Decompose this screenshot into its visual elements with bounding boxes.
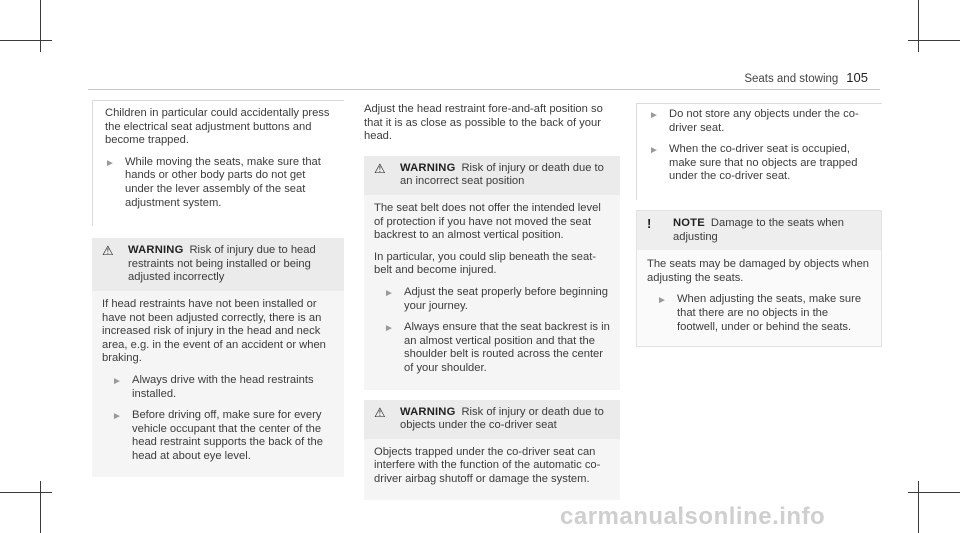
list-item: ► Do not store any objects under the co-driver seat. xyxy=(649,108,859,134)
arrow-right-icon: ► xyxy=(649,145,659,157)
note-label: NOTE xyxy=(673,216,705,229)
warning-header xyxy=(364,400,620,439)
warning-label: WARNING xyxy=(400,405,456,418)
header-rule xyxy=(88,89,880,90)
warning-text: Objects trapped under the co-driver seat can interfere with the function of the automatic co-driver airbag shutoff or damage the system. xyxy=(374,445,601,485)
warning-text: In particular, you could slip beneath the seat-belt and become injured. xyxy=(374,250,597,277)
column-3 xyxy=(636,103,882,347)
list-item: ► Before driving off, make sure for every vehicle occupant that the center of the head restraint supports the back of the head at about eye level. xyxy=(112,409,323,462)
arrow-right-icon: ► xyxy=(105,157,115,169)
list-item: ► Always drive with the head restraints installed. xyxy=(112,373,314,400)
warning-label: WARNING xyxy=(128,244,184,257)
list-item: ► When adjusting the seats, make sure that there are no objects in the footwell, under or behind the seats. xyxy=(657,293,862,333)
section-title: Seats and stowing xyxy=(744,73,839,85)
arrow-right-icon: ► xyxy=(384,323,394,335)
running-header xyxy=(744,70,868,85)
warning-box xyxy=(364,156,620,390)
warning-text: If head restraints have not been installed or have not been adjusted correctly, there is an increased risk of injury in the head and neck area, e.g. in the event of an accident or when braking. xyxy=(102,297,326,365)
crop-mark xyxy=(908,492,960,493)
note-text: The seats may be damaged by objects when adjusting the seats. xyxy=(647,258,870,284)
intro-block xyxy=(92,100,344,226)
note-box xyxy=(636,210,882,347)
warning-label: WARNING xyxy=(400,161,456,174)
arrow-right-icon: ► xyxy=(112,411,122,423)
warning-header xyxy=(92,238,344,291)
crop-mark xyxy=(908,40,960,41)
list-item: ► Always ensure that the seat backrest is in an almost vertical position and that the shoulder belt is routed across the center of your shoulder. xyxy=(384,321,610,374)
warning-triangle-icon: ⚠ xyxy=(374,404,386,420)
note-body xyxy=(637,250,881,346)
warning-title: Risk of injury or death due to an incorrect seat position xyxy=(400,161,604,188)
intro-text: Children in particular could accidentally press the electrical seat adjustment buttons and become trapped. xyxy=(105,107,330,147)
page-number: 105 xyxy=(846,70,868,85)
crop-mark xyxy=(0,40,52,41)
watermark: carmanualsonline.info xyxy=(560,503,826,530)
warning-body xyxy=(92,291,344,478)
warning-title: Risk of injury or death due to objects under the co-driver seat xyxy=(400,405,604,432)
note-exclamation-icon: ! xyxy=(647,215,652,231)
crop-mark xyxy=(918,481,919,533)
warning-title: Risk of injury due to head restraints not being installed or being adjusted incorrectly xyxy=(128,244,316,284)
note-header xyxy=(637,211,881,250)
crop-mark xyxy=(40,481,41,533)
intro-text: Adjust the head restraint fore-and-aft position so that it is as close as possible to the back of your head. xyxy=(364,103,603,143)
arrow-right-icon: ► xyxy=(112,375,122,387)
list-item: ► While moving the seats, make sure that hands or other body parts do not get under the lever assembly of the seat adjustment system. xyxy=(105,155,321,209)
crop-mark xyxy=(0,492,52,493)
arrow-right-icon: ► xyxy=(657,295,667,307)
warning-box xyxy=(92,238,344,477)
warning-triangle-icon: ⚠ xyxy=(102,243,114,259)
warning-header xyxy=(364,156,620,195)
column-2 xyxy=(364,103,620,500)
warning-text: The seat belt does not offer the intended level of protection if you have not moved the seat backrest to an almost vertical position. xyxy=(374,201,601,242)
list-item: ► Adjust the seat properly before beginning your journey. xyxy=(384,285,608,312)
warning-triangle-icon: ⚠ xyxy=(374,160,386,176)
warning-box xyxy=(364,400,620,501)
warning-body xyxy=(364,439,620,501)
arrow-right-icon: ► xyxy=(649,110,659,121)
list-item: ► When the co-driver seat is occupied, make sure that no objects are trapped under the co-driver seat. xyxy=(649,143,858,183)
bullet-block xyxy=(636,103,882,200)
crop-mark xyxy=(40,0,41,52)
column-1 xyxy=(92,100,344,477)
crop-mark xyxy=(918,0,919,52)
note-title: Damage to the seats when adjusting xyxy=(673,216,844,243)
arrow-right-icon: ► xyxy=(384,287,394,299)
warning-body xyxy=(364,195,620,390)
